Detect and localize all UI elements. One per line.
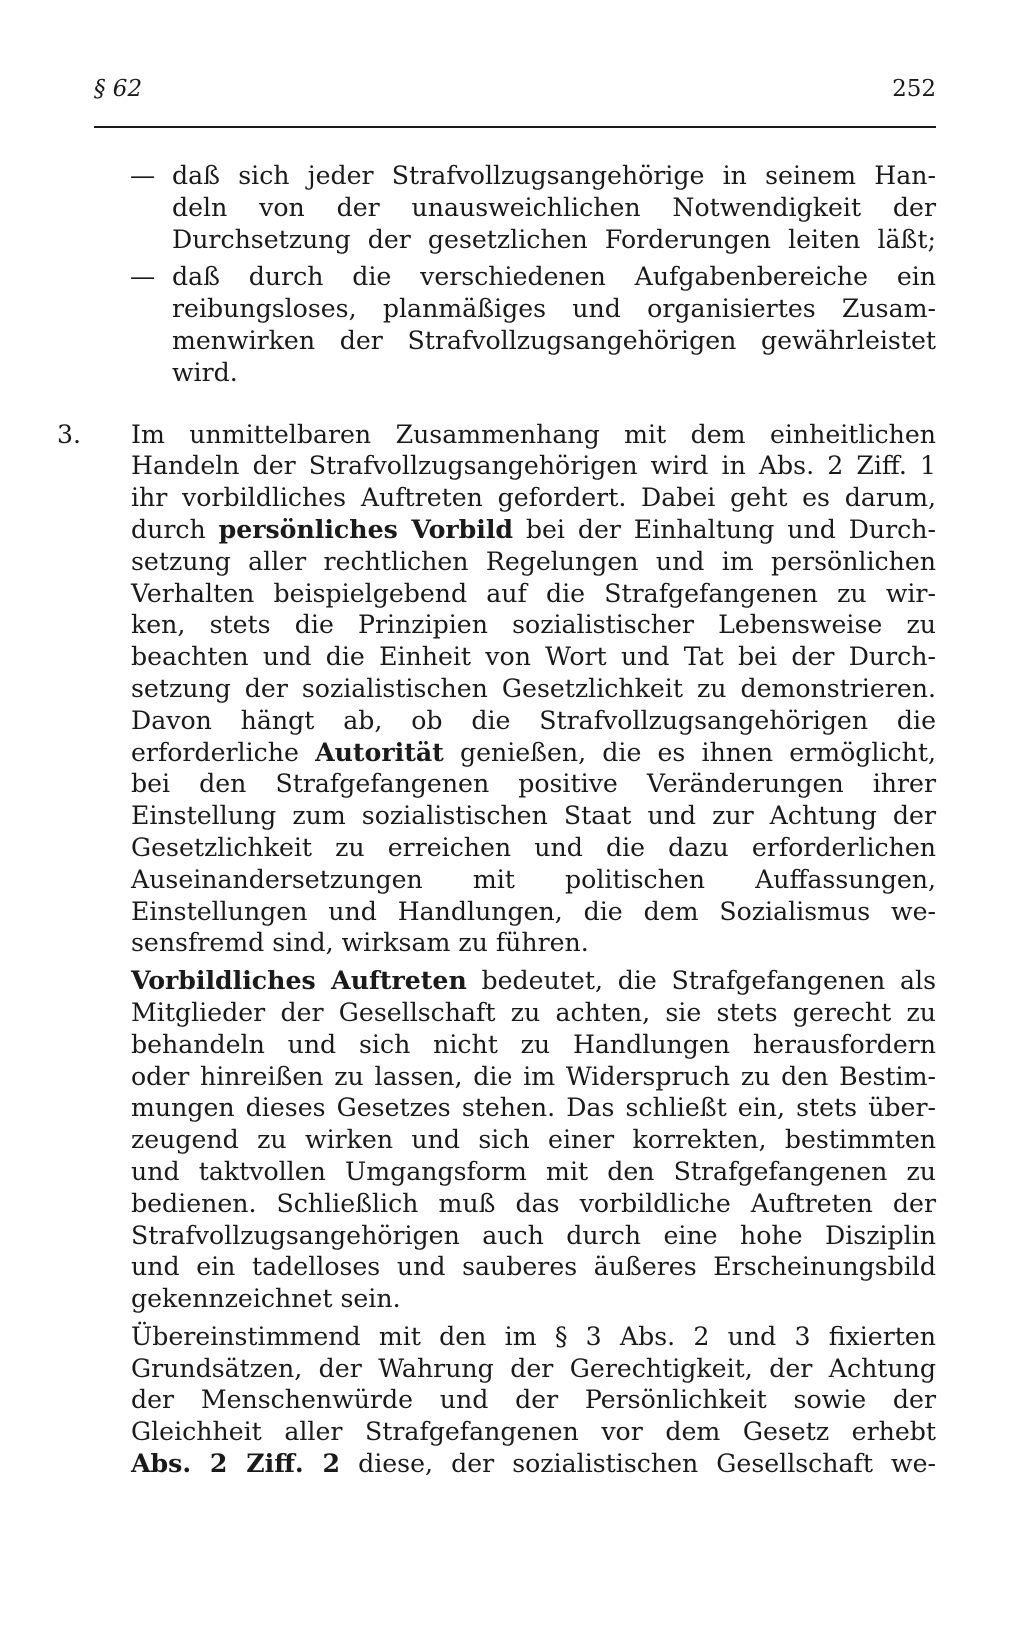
- text-line: ihr vorbildliches Auftreten gefordert. Dabei geht es darum,: [131, 483, 936, 513]
- dash-marker: —: [130, 262, 156, 292]
- text-segment: bedeutet, die Strafgefangenen als: [466, 966, 936, 996]
- bold-term-abs2-ziff2: Abs. 2 Ziff. 2: [131, 1448, 341, 1479]
- text-line: menwirken der Strafvollzugsangehörigen gewährleistet: [172, 325, 936, 355]
- text-line: ken, stets die Prinzipien sozialistischer Lebensweise zu: [131, 610, 936, 640]
- text-line: daß sich jeder Strafvollzugsangehörige in seinem Han-: [172, 161, 936, 190]
- page-header: [94, 76, 936, 120]
- text-line: Davon hängt ab, ob die Strafvollzugsangehörigen die: [131, 705, 936, 735]
- text-line: deln von der unausweichlichen Notwendigkeit der: [172, 192, 936, 222]
- header-rule: [94, 126, 936, 128]
- text-line: Gesetzlichkeit zu erreichen und die dazu erforderlichen: [131, 832, 936, 862]
- text-line: gekennzeichnet sein.: [131, 1284, 401, 1314]
- text-line: setzung aller rechtlichen Regelungen und im persönlichen: [131, 546, 936, 576]
- text-line: [131, 1448, 936, 1480]
- text-line: sensfremd sind, wirksam zu führen.: [131, 928, 589, 958]
- dash-list-item: [94, 160, 936, 255]
- text-line: setzung der sozialistischen Gesetzlichkeit zu demonstrieren.: [131, 673, 936, 703]
- page-number: 252: [892, 76, 936, 102]
- text-line: Im unmittelbaren Zusammenhang mit dem einheitlichen: [131, 419, 936, 449]
- text-line: der Menschenwürde und der Persönlichkeit sowie der: [131, 1385, 936, 1415]
- dash-list-item: [94, 261, 936, 388]
- text-line: mungen dieses Gesetzes stehen. Das schließt ein, stets über-: [131, 1093, 936, 1123]
- bold-term-persoenliches-vorbild: persönliches Vorbild: [218, 513, 514, 544]
- text-line: Verhalten beispielgebend auf die Strafgefangenen zu wir-: [131, 578, 936, 608]
- text-line: Übereinstimmend mit den im § 3 Abs. 2 und 3 fixierten: [131, 1321, 936, 1351]
- text-line: bei den Strafgefangenen positive Veränderungen ihrer: [131, 769, 936, 799]
- text-segment: durch: [131, 514, 219, 544]
- text-line: behandeln und sich nicht zu Handlungen herausfordern: [131, 1029, 936, 1059]
- page-body: [57, 160, 937, 1480]
- text-line: wird.: [172, 357, 238, 387]
- text-segment: erforderliche: [131, 737, 316, 767]
- text-line: Strafvollzugsangehörigen auch durch eine hohe Disziplin: [131, 1220, 936, 1250]
- text-line: beachten und die Einheit von Wort und Tat bei der Durch-: [131, 642, 936, 672]
- text-line: Einstellung zum sozialistischen Staat und zur Achtung der: [131, 801, 936, 831]
- section-mark: § 62: [94, 76, 143, 102]
- text-line: und taktvollen Umgangsform mit den Strafgefangenen zu: [131, 1156, 936, 1186]
- text-line: Gleichheit aller Strafgefangenen vor dem Gesetz erhebt: [131, 1417, 936, 1447]
- dash-marker: —: [130, 161, 156, 190]
- text-segment: diese, der sozialistischen Gesellschaft we-: [340, 1449, 937, 1479]
- text-line: und ein tadelloses und sauberes äußeres Erscheinungsbild: [131, 1252, 936, 1282]
- numbered-paragraph-3: [57, 419, 936, 960]
- text-line: daß durch die verschiedenen Aufgabenbereiche ein: [172, 262, 936, 292]
- paragraph-uebereinstimmend: [94, 1321, 936, 1480]
- text-line: Einstellungen und Handlungen, die dem Sozialismus we-: [131, 896, 936, 926]
- text-line: Auseinandersetzungen mit politischen Auffassungen,: [131, 864, 936, 894]
- text-line: Durchsetzung der gesetzlichen Forderungen leiten läßt;: [172, 224, 936, 254]
- text-line: Handeln der Strafvollzugsangehörigen wird in Abs. 2 Ziff. 1: [131, 451, 936, 481]
- text-line: bedienen. Schließlich muß das vorbildliche Auftreten der: [131, 1188, 936, 1218]
- text-line: Mitglieder der Gesellschaft zu achten, sie stets gerecht zu: [131, 997, 936, 1027]
- text-line: Grundsätzen, der Wahrung der Gerechtigkeit, der Achtung: [131, 1353, 936, 1383]
- paragraph-vorbildliches-auftreten: [94, 965, 936, 1315]
- bold-term-autoritaet: Autorität: [315, 736, 444, 767]
- text-line: zeugend zu wirken und sich einer korrekten, bestimmten: [131, 1125, 936, 1155]
- text-segment: genießen, die es ihnen ermöglicht,: [443, 737, 936, 767]
- paragraph-number: 3.: [57, 419, 82, 449]
- text-line: [131, 737, 936, 769]
- text-line: [131, 514, 936, 546]
- text-line: [131, 965, 936, 997]
- bold-term-vorbildliches-auftreten: Vorbildliches Auftreten: [131, 965, 467, 996]
- text-line: reibungsloses, planmäßiges und organisiertes Zusam-: [172, 294, 936, 324]
- text-line: oder hinreißen zu lassen, die im Widerspruch zu den Bestim-: [131, 1061, 936, 1091]
- text-segment: bei der Einhaltung und Durch-: [513, 514, 936, 544]
